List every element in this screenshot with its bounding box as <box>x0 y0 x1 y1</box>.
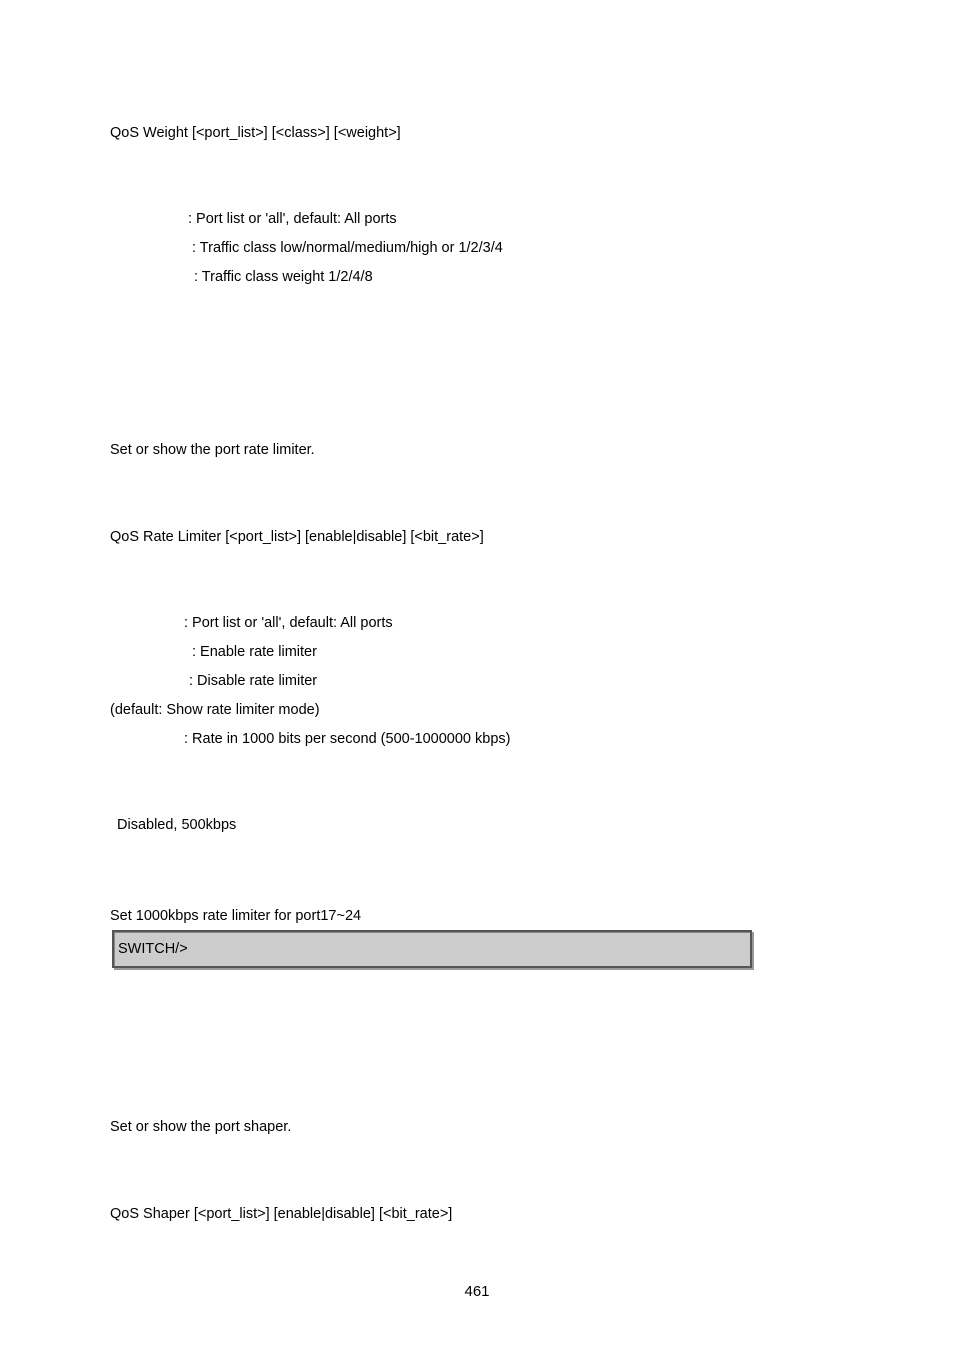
rate-limiter-description: Set or show the port rate limiter. <box>110 442 315 458</box>
page-number: 461 <box>464 1283 490 1300</box>
weight-param-port-list: : Port list or 'all', default: All ports <box>188 211 397 227</box>
rate-limiter-param-default: (default: Show rate limiter mode) <box>110 702 320 718</box>
rate-limiter-example-description: Set 1000kbps rate limiter for port17~24 <box>110 908 362 924</box>
rate-limiter-param-port-list: : Port list or 'all', default: All ports <box>184 615 393 631</box>
example-command-text: SWITCH/> <box>118 941 188 957</box>
shaper-description: Set or show the port shaper. <box>110 1119 292 1135</box>
rate-limiter-syntax: QoS Rate Limiter [<port_list>] [enable|disable] [<bit_rate>] <box>110 529 484 545</box>
shaper-syntax: QoS Shaper [<port_list>] [enable|disable] [<bit_rate>] <box>110 1206 453 1222</box>
example-command-box <box>112 930 752 968</box>
weight-syntax: QoS Weight [<port_list>] [<class>] [<weight>] <box>110 125 401 141</box>
weight-param-weight: : Traffic class weight 1/2/4/8 <box>194 269 373 285</box>
rate-limiter-param-enable: : Enable rate limiter <box>192 644 317 660</box>
rate-limiter-default-value: Disabled, 500kbps <box>117 817 237 833</box>
rate-limiter-param-bit-rate: : Rate in 1000 bits per second (500-1000000 kbps) <box>184 731 511 747</box>
rate-limiter-param-disable: : Disable rate limiter <box>189 673 318 689</box>
weight-param-class: : Traffic class low/normal/medium/high or 1/2/3/4 <box>192 240 503 256</box>
